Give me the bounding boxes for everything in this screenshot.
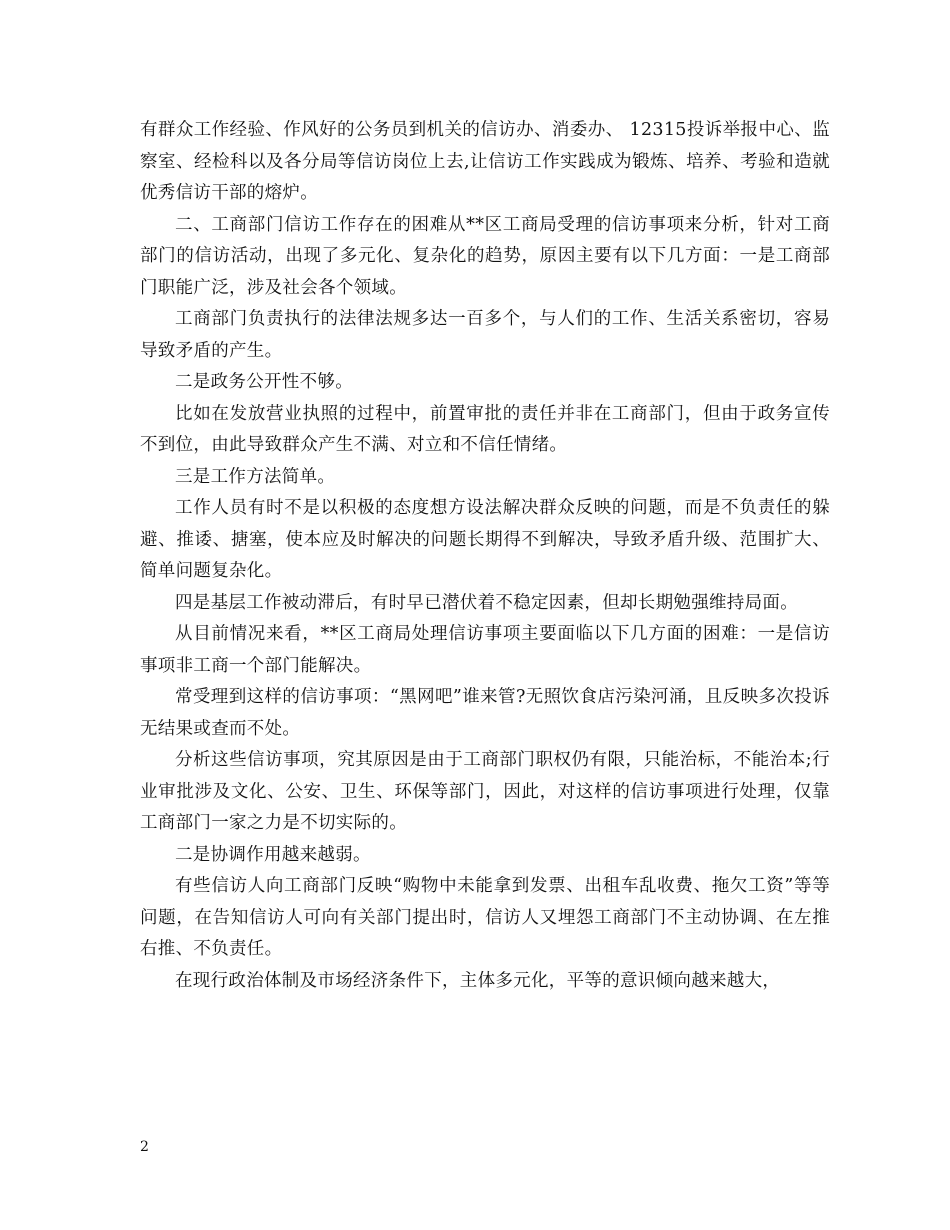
paragraph-6: 三是工作方法简单。: [175, 466, 336, 487]
paragraph-11: 分析这些信访事项，究其原因是由于工商部门职权仍有限，只能治标，不能治本;行业审批涉及文化、公安、卫生、环保等部门，因此，对这样的信访事项进行处理，仅靠工商部门一家之力是不切实际的。: [140, 750, 830, 833]
paragraph-12: 二是协调作用越来越弱。: [175, 844, 371, 865]
page-number: 2: [140, 1139, 149, 1155]
paragraph-14: 在现行政治体制及市场经济条件下，主体多元化，平等的意识倾向越来越大，: [175, 970, 781, 991]
paragraph-8: 四是基层工作被动滞后，有时早已潜伏着不稳定因素，但却长期勉强维持局面。: [175, 592, 798, 613]
paragraph-13: 有些信访人向工商部门反映“购物中未能拿到发票、出租车乱收费、拖欠工资”等等问题，在告知信访人可向有关部门提出时，信访人又埋怨工商部门不主动协调、在左推右推、不负责任。: [140, 876, 830, 959]
paragraph-4: 二是政务公开性不够。: [175, 372, 353, 392]
document-body: [140, 115, 830, 997]
paragraph-2: 二、工商部门信访工作存在的困难从**区工商局受理的信访事项来分析，针对工商部门的信访活动，出现了多元化、复杂化的趋势，原因主要有以下几方面：一是工商部门职能广泛，涉及社会各个领域。: [140, 214, 830, 298]
paragraph-5: 比如在发放营业执照的过程中，前置审批的责任并非在工商部门，但由于政务宣传不到位，由此导致群众产生不满、对立和不信任情绪。: [140, 403, 830, 455]
paragraph-10: 常受理到这样的信访事项：“黑网吧”谁来管?无照饮食店污染河涌，且反映多次投诉无结果或查而不处。: [140, 687, 830, 739]
paragraph-7: 工作人员有时不是以积极的态度想方设法解决群众反映的问题，而是不负责任的躲避、推诿、搪塞，使本应及时解决的问题长期得不到解决，导致矛盾升级、范围扩大、简单问题复杂化。: [140, 498, 830, 581]
paragraph-1: 有群众工作经验、作风好的公务员到机关的信访办、消委办、 12315投诉举报中心、监察室、经检科以及各分局等信访岗位上去,让信访工作实践成为锻炼、培养、考验和造就优秀信访干部的熔炉。: [140, 120, 830, 203]
paragraph-9: 从目前情况来看，**区工商局处理信访事项主要面临以下几方面的困难：一是信访事项非工商一个部门能解决。: [140, 624, 830, 676]
paragraph-3: 工商部门负责执行的法律法规多达一百多个，与人们的工作、生活关系密切，容易导致矛盾的产生。: [140, 309, 830, 361]
